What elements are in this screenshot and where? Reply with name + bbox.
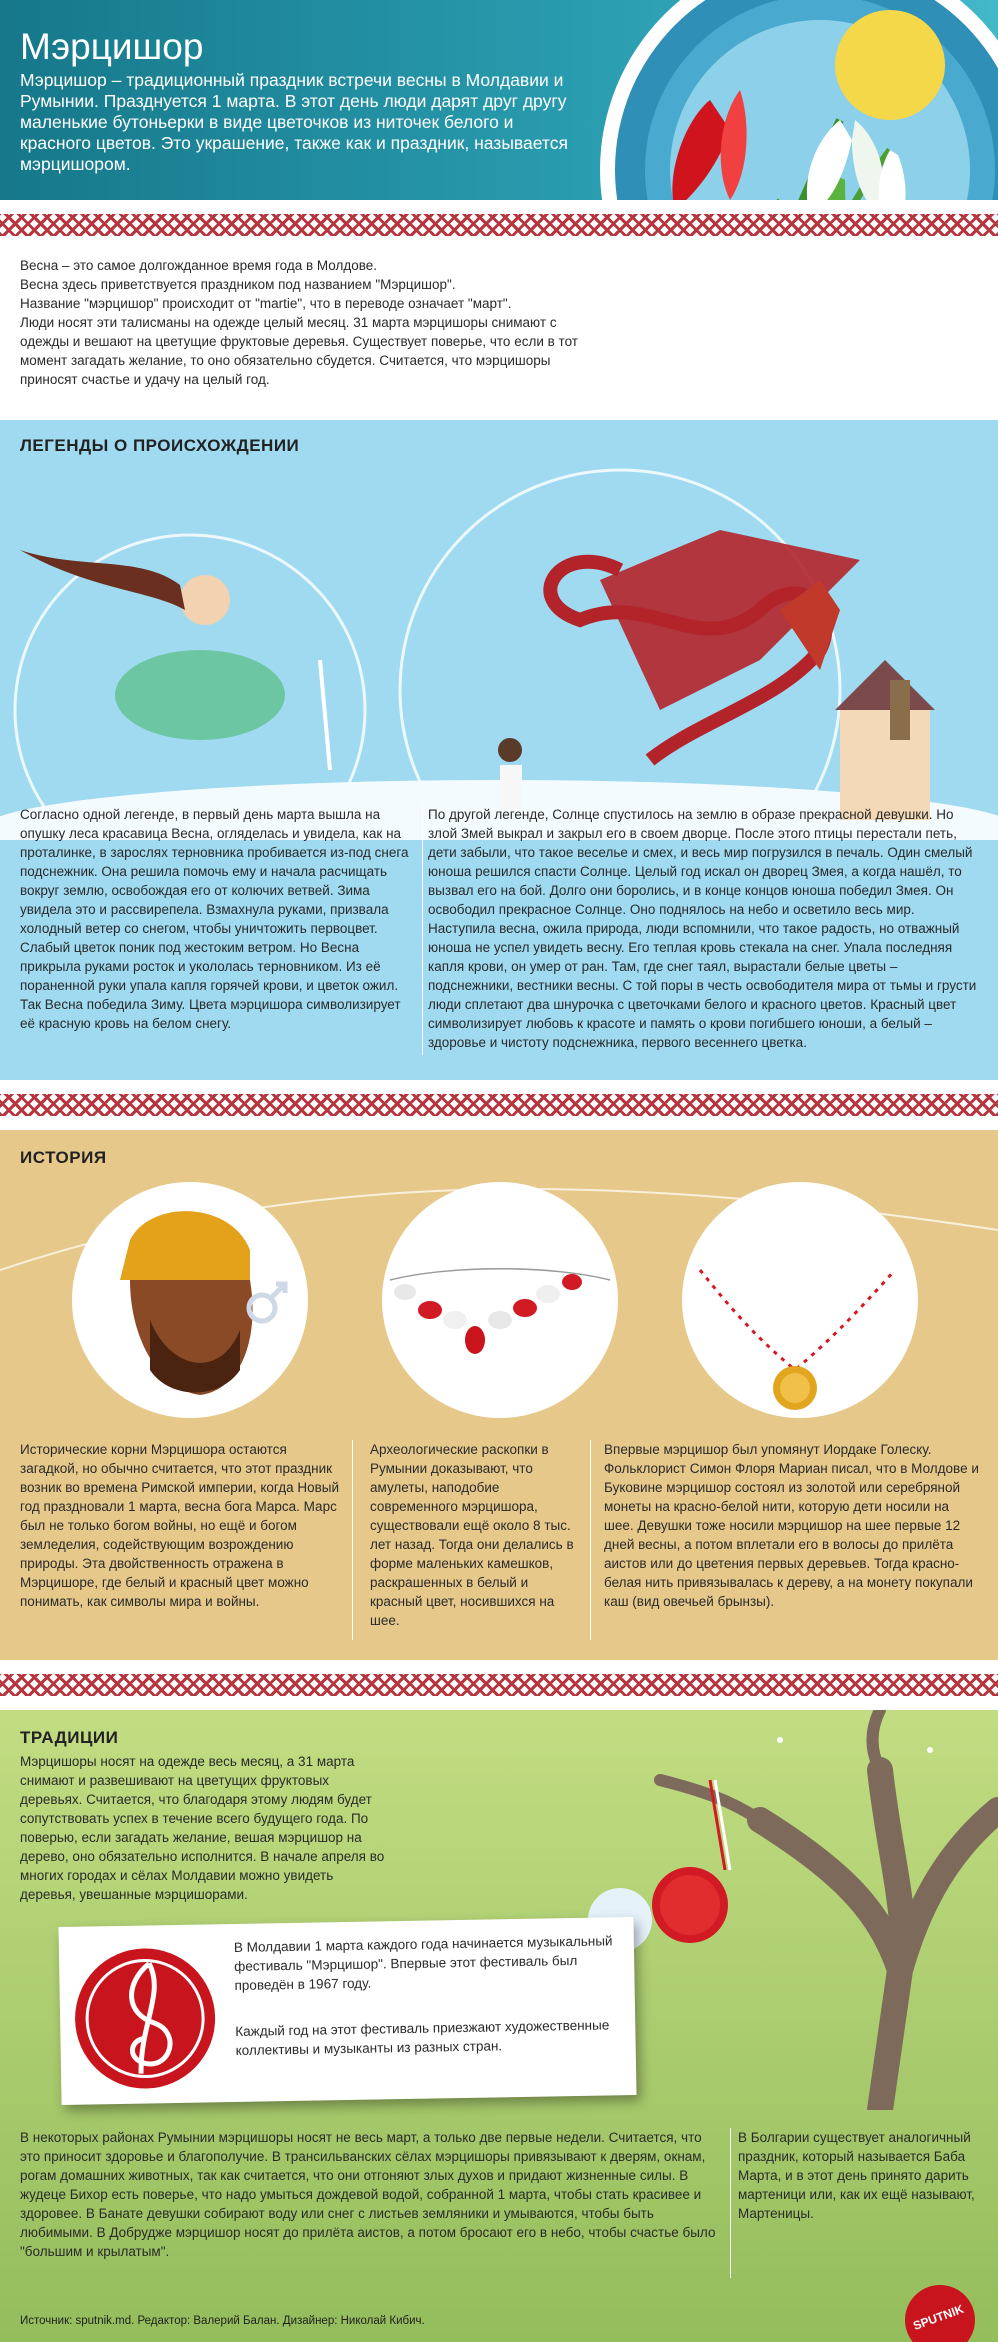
history-section	[0, 1130, 998, 1660]
tree-illustration	[580, 1710, 998, 2110]
column-divider	[590, 1440, 591, 1640]
ornament-divider	[0, 200, 998, 250]
treble-clef-icon	[69, 1942, 222, 2095]
legend-right-text: По другой легенде, Солнце спустилось на землю в образе прекрасной девушки. Но злой Змей выкрал и закрыл его в своем дворце. После этого птицы перестали петь, дети забыли, что такое веселье и смех, и весь мир погрузился в печаль. Один смелый юноша решился спасти Солнце. Целый год искал он дворец Змея, а когда нашёл, то вызвал его на бой. Долго они боролись, и в конце концов юноша победил Змея. Он освободил прекрасное Солнце. Оно поднялось на небо и осветило весь мир. Наступила весна, ожила природа, люди вспомнили, что такое радость, но отважный юноша не успел увидеть весну. Его теплая кровь стекала на снег. Упала последняя капля крови, он умер от ран. Там, где снег таял, вырастали белые цветы – подснежники, вестники весны. С той поры в честь освободителя мира от тьмы и грусти люди сплетают два шнурочка с цветочками белого и красного цветов. Красный цвет символизирует любовь к красоте и память о крови погибшего юноши, а белый – здоровье и чистоту подснежника, первого весеннего цветка.	[428, 807, 977, 1050]
legends-heading: ЛЕГЕНДЫ О ПРОИСХОЖДЕНИИ	[20, 436, 300, 455]
traditions-heading: ТРАДИЦИИ	[20, 1728, 119, 1747]
legends-illustration	[0, 460, 998, 840]
about-text: Весна – это самое долгожданное время года в Молдове. Весна здесь приветствуется праздником под названием "Мэрцишор". Название "мэрцишор" происходит от "martie", что в переводе означает "март". Люди носят эти талисманы на одежде целый месяц. 31 марта мэрцишоры снимают с одежды и вешают на цветущие фруктовые деревья. Существует поверье, что если в тот момент загадать желание, то оно обязательно сбудется. Считается, что мэрцишоры приносят счастье и удачу на целый год.	[20, 258, 578, 387]
history-col1-text: Исторические корни Мэрцишора остаются загадкой, но обычно считается, что этот праздник возник во времена Римской империи, когда Новый год праздновали 1 марта, весна бога Марса. Марс был не только богом войны, но ещё и богом земледелия, содействующим возрождению природы. Эта двойственность отражена в Мэрцишоре, где белый и красный цвет можно понимать, как символы мира и войны.	[20, 1442, 340, 1609]
page-title: Мэрцишор	[20, 26, 204, 67]
festival-text-1: В Молдавии 1 марта каждого года начинается музыкальный фестиваль "Мэрцишор". Впервые этот фестиваль был проведён в 1967 году.	[233, 1933, 613, 1993]
traditions-bottom-left: В некоторых районах Румынии мэрцишоры носят не весь март, а только две первые недели. Считается, что это приносит здоровье и благополучие. В трансильванских сёлах мэрцишоры привязывают к дверям, окнам, рогам домашних животных, так как считается, что они отгоняют злых духов и придают жизненные силы. В жудеце Бихор есть поверье, что надо умыться дождевой водой, собранной 1 марта, чтобы стать красивее и здоровее. В Банате девушки собирают воду или снег с листьев земляники и умываются, чтобы быть любимыми. В Добрудже мэрцишор носят до прилёта аистов, а потом бросают его в небо, чтобы счастье было "большим и крылатым".	[20, 2130, 716, 2259]
column-divider	[422, 805, 423, 1055]
sun-icon	[835, 10, 945, 120]
traditions-section	[0, 1710, 998, 2342]
ornament-divider	[0, 1660, 998, 1710]
traditions-bottom-right: В Болгарии существует аналогичный праздник, который называется Баба Марта, и в этот день принято дарить мартеници или, как их ещё называют, Мартеницы.	[738, 2130, 975, 2221]
history-col3-text: Впервые мэрцишор был упомянут Иордаке Голеску. Фольклорист Симон Флоря Мариан писал, что в Молдове и Буковине мэрцишор состоял из золотой или серебряной монеты на красно-белой нити, которую дети носили на шее. Девушки тоже носили мэрцишор на шее первые 12 дней весны, а потом вплетали его в волосы до прилёта аистов или до цветения первых деревьев. Тогда красно-белая нить привязывалась к дереву, а на монету покупали каш (вид овечьей брынзы).	[604, 1442, 979, 1609]
sputnik-logo-text: SPUTNIK	[911, 2301, 966, 2333]
footer-credits: Источник: sputnik.md. Редактор: Валерий Балан. Дизайнер: Николай Кибич.	[20, 2315, 425, 2327]
history-heading: ИСТОРИЯ	[20, 1148, 107, 1167]
history-col2-text: Археологические раскопки в Румынии доказывают, что амулеты, наподобие современного мэрцишора, существовали ещё около 8 тыс. лет назад. Тогда они делались в форме маленьких камешков, раскрашенных в белый и красный цвет, носившихся на шее.	[370, 1442, 574, 1628]
history-illustration	[0, 1170, 998, 1440]
sputnik-logo	[895, 2275, 985, 2342]
legends-section	[0, 420, 998, 1080]
festival-card	[58, 1917, 636, 2105]
ornament-divider	[0, 1080, 998, 1130]
column-divider	[730, 2128, 731, 2278]
festival-text-2: Каждый год на этот фестиваль приезжают художественные коллективы и музыканты из разных стран.	[235, 2017, 610, 2058]
legend-left-text: Согласно одной легенде, в первый день марта вышла на опушку леса красавица Весна, огляделась и увидела, как на проталинке, в зарослях терновника пробивается из-под снега подснежник. Она решила помочь ему и начала расчищать вокруг землю, освобождая его от колючих ветвей. Зима увидела это и рассвирепела. Взмахнула руками, призвала холодный ветер со снегом, чтобы уничтожить первоцвет. Слабый цветок поник под жестоким ветром. Но Весна прикрыла руками росток и укололась терновником. Из её пораненной руки упала капля горячей крови, и цветок ожил. Так Весна победила Зиму. Цвета мэрцишора символизирует её красную кровь на белом снегу.	[20, 807, 409, 1031]
traditions-text: Мэрцишоры носят на одежде весь месяц, а 31 марта снимают и развешивают на цветущих фруктовых деревьях. Считается, что благодаря этому людям будет сопутствовать успех в течение всего будущего года. По поверью, если загадать желание, вешая мэрцишор на дерево, оно обязательно исполнится. В начале апреля во многих городах и сёлах Молдавии можно увидеть деревья, увешанные мэрцишорами.	[20, 1754, 385, 1902]
about-section	[0, 250, 998, 420]
column-divider	[352, 1440, 353, 1640]
intro-text: Мэрцишор – традиционный праздник встречи весны в Молдавии и Румынии. Празднуется 1 марта. В этот день люди дарят друг другу маленькие бутоньерки в виде цветочков из ниточек белого и красного цветов. Это украшение, также как и праздник, называется мэрцишором.	[20, 70, 568, 174]
